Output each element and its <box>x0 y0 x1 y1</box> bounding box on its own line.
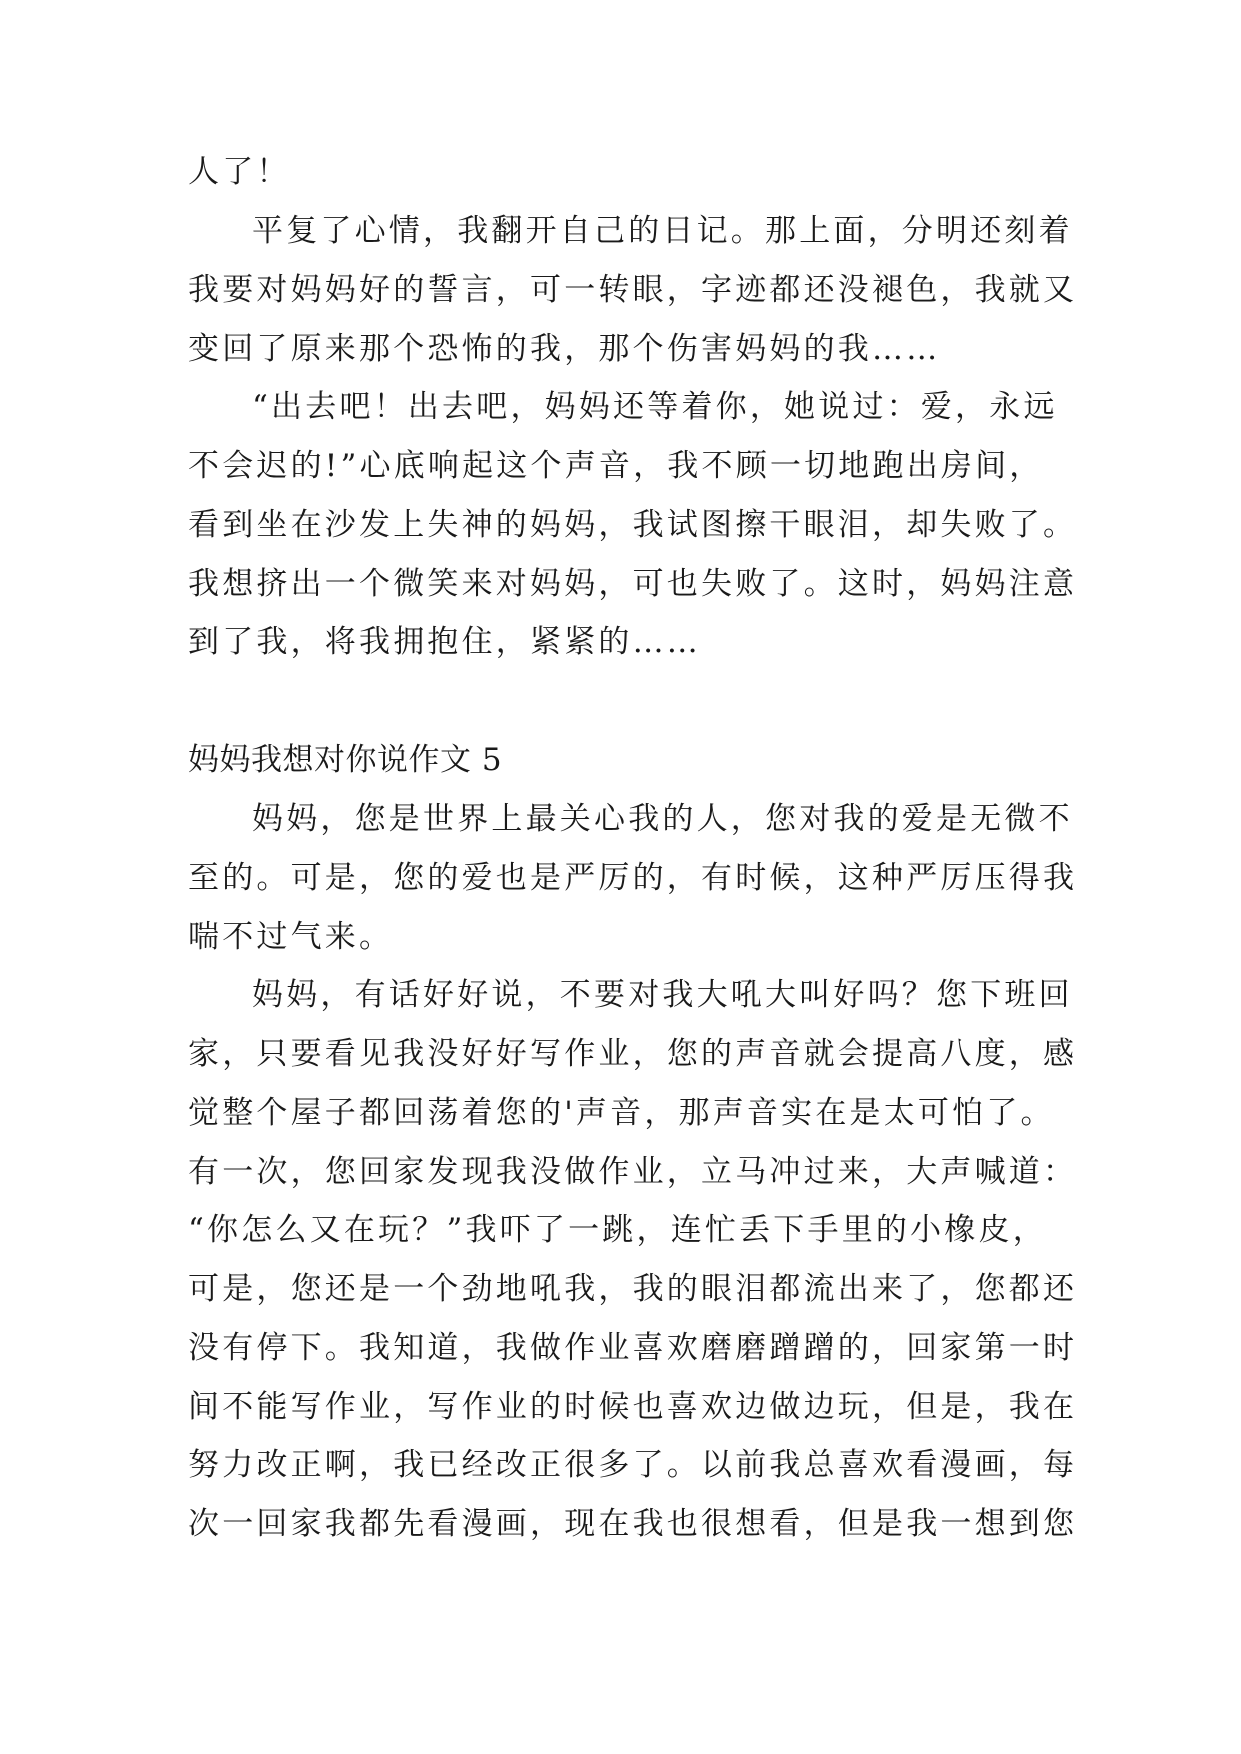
text-line: 没有停下。我知道，我做作业喜欢磨磨蹭蹭的，回家第一时 <box>188 1330 1078 1366</box>
text-line: 人了！ <box>188 154 291 190</box>
paragraph-first-line: 平复了心情，我翻开自己的日记。那上面，分明还刻着 <box>252 213 1073 249</box>
text-line: “你怎么又在玩？”我吓了一跳，连忙丢下手里的小橡皮， <box>188 1212 1047 1248</box>
text-line: 变回了原来那个恐怖的我，那个伤害妈妈的我…… <box>188 331 941 367</box>
text-line: 我想挤出一个微笑来对妈妈，可也失败了。这时，妈妈注意 <box>188 566 1078 602</box>
text-line: 至的。可是，您的爱也是严厉的，有时候，这种严厉压得我 <box>188 860 1078 896</box>
text-line: 可是，您还是一个劲地吼我，我的眼泪都流出来了，您都还 <box>188 1271 1078 1307</box>
text-line: 到了我，将我拥抱住，紧紧的…… <box>188 624 701 660</box>
section-heading: 妈妈我想对你说作文 5 <box>188 742 503 778</box>
text-line: 家，只要看见我没好好写作业，您的声音就会提高八度，感 <box>188 1036 1078 1072</box>
text-line: 看到坐在沙发上失神的妈妈，我试图擦干眼泪，却失败了。 <box>188 507 1078 543</box>
text-line: 努力改正啊，我已经改正很多了。以前我总喜欢看漫画，每 <box>188 1447 1078 1483</box>
text-line: 我要对妈妈好的誓言，可一转眼，字迹都还没褪色，我就又 <box>188 272 1078 308</box>
text-line: 间不能写作业，写作业的时候也喜欢边做边玩，但是，我在 <box>188 1389 1078 1425</box>
text-line: 有一次，您回家发现我没做作业，立马冲过来，大声喊道： <box>188 1154 1078 1190</box>
paragraph-first-line: 妈妈，有话好好说，不要对我大吼大叫好吗？您下班回 <box>252 977 1073 1013</box>
text-line: 不会迟的!”心底响起这个声音，我不顾一切地跑出房间， <box>188 448 1044 484</box>
paragraph-first-line: “出去吧！出去吧，妈妈还等着你，她说过：爱，永远 <box>252 389 1058 425</box>
text-line: 觉整个屋子都回荡着您的'声音，那声音实在是太可怕了。 <box>188 1095 1055 1131</box>
text-line: 次一回家我都先看漫画，现在我也很想看，但是我一想到您 <box>188 1506 1078 1542</box>
paragraph-first-line: 妈妈，您是世界上最关心我的人，您对我的爱是无微不 <box>252 801 1073 837</box>
text-line: 喘不过气来。 <box>188 919 394 955</box>
